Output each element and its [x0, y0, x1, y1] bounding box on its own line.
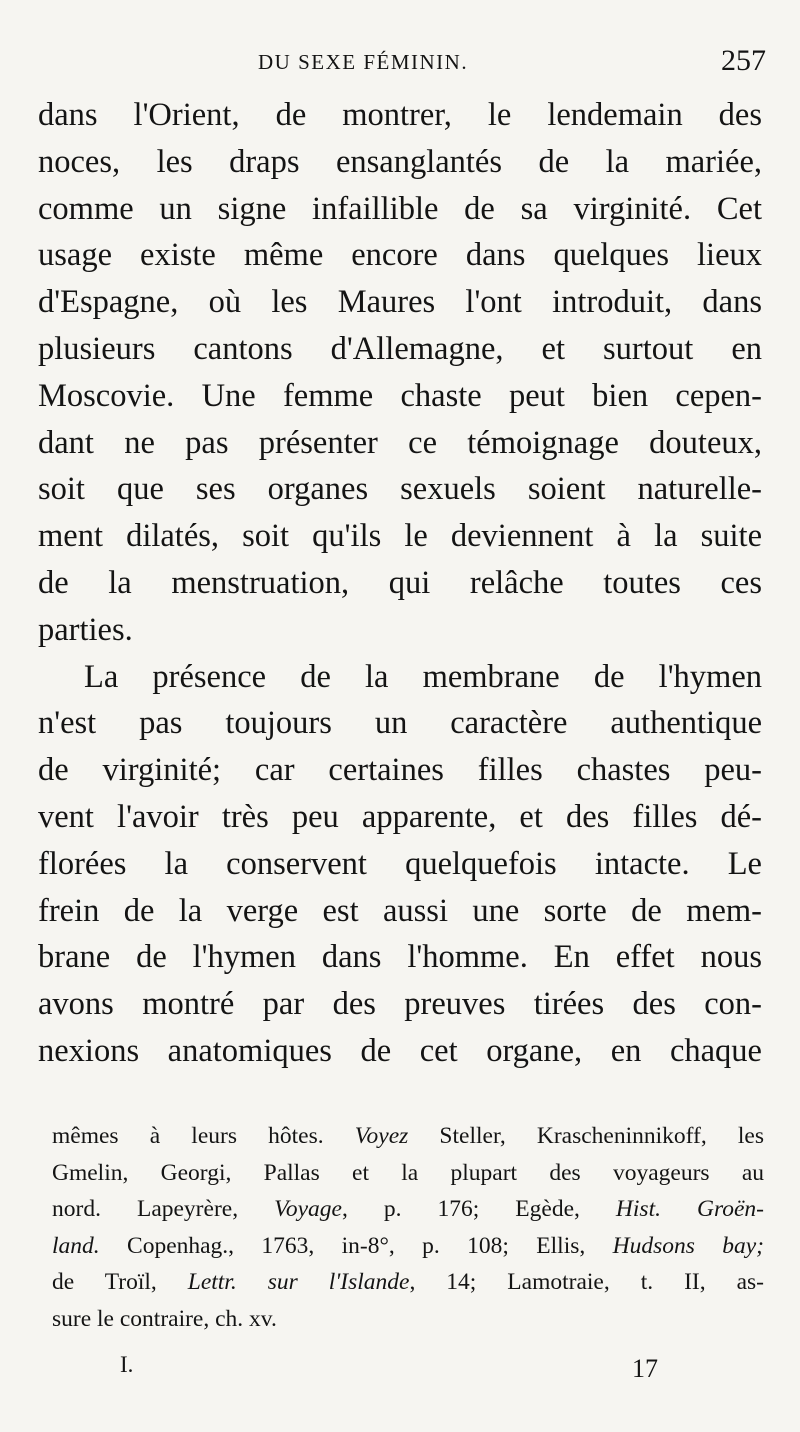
text-line: n'est pas toujours un caractère authentique	[38, 705, 762, 742]
text-line: de virginité; car certaines filles chastes peu-	[38, 752, 762, 789]
text-line: Moscovie. Une femme chaste peut bien cepen-	[38, 377, 762, 414]
footnote-line	[52, 1264, 764, 1301]
text-line: florées la conservent quelquefois intacte. Le	[38, 845, 762, 882]
footnote-text: , 14; Lamotraie, t. II, as-	[409, 1269, 765, 1296]
signature-number: 17	[632, 1354, 658, 1383]
footnote	[52, 1118, 764, 1338]
footnote-italic: Hudsons bay;	[612, 1232, 764, 1259]
footnote-text: de Troïl,	[52, 1269, 188, 1296]
running-title: DU SEXE FÉMININ.	[258, 50, 469, 74]
volume-mark: I.	[120, 1352, 134, 1377]
running-head	[0, 44, 800, 84]
text-line: brane de l'hymen dans l'homme. En effet nous	[38, 939, 762, 976]
paragraph-end-line: parties.	[38, 611, 133, 648]
footnote-text: mêmes à leurs hôtes.	[52, 1123, 355, 1149]
text-line: vent l'avoir très peu apparente, et des filles dé-	[38, 798, 762, 835]
text-line: d'Espagne, où les Maures l'ont introduit, dans	[38, 284, 762, 321]
page-number: 257	[721, 44, 766, 77]
footnote-italic: Voyage	[274, 1196, 342, 1223]
footnote-text: Steller, Krascheninnikoff, les	[408, 1123, 765, 1149]
footnote-italic: land.	[52, 1232, 100, 1259]
text-line: usage existe même encore dans quelques lieux	[38, 237, 762, 274]
footnote-line: Gmelin, Georgi, Pallas et la plupart des voyageurs au	[52, 1159, 764, 1186]
footnote-text: nord. Lapeyrère,	[52, 1196, 275, 1223]
text-line: soit que ses organes sexuels soient naturelle-	[38, 471, 762, 508]
paragraph-start-line: La présence de la membrane de l'hymen	[84, 658, 762, 695]
text-line: plusieurs cantons d'Allemagne, et surtout en	[38, 330, 762, 367]
text-line: avons montré par des preuves tirées des con-	[38, 986, 762, 1023]
text-line: dans l'Orient, de montrer, le lendemain des	[38, 97, 762, 133]
text-line: comme un signe infaillible de sa virginité. Cet	[38, 190, 762, 227]
text-line: nexions anatomiques de cet organe, en chaque	[38, 1032, 762, 1069]
text-line: frein de la verge est aussi une sorte de mem-	[38, 892, 762, 929]
footnote-italic: Hist. Groën-	[615, 1196, 764, 1223]
text-line: noces, les draps ensanglantés de la mariée,	[38, 143, 762, 180]
text-line: ment dilatés, soit qu'ils le deviennent à la suite	[38, 518, 762, 555]
footnote-line	[52, 1118, 764, 1155]
footnote-line: sure le contraire, ch. xv.	[52, 1305, 277, 1332]
footnote-line	[52, 1228, 764, 1265]
footnote-italic: Lettr. sur l'Islande	[187, 1269, 410, 1296]
footnote-italic: Voyez	[354, 1123, 409, 1149]
footnote-line	[52, 1191, 764, 1228]
text-line: de la menstruation, qui relâche toutes ces	[38, 564, 762, 601]
text-line: dant ne pas présenter ce témoignage douteux,	[38, 424, 762, 461]
footnote-text: , p. 176; Egède,	[341, 1196, 616, 1223]
body-text	[38, 92, 762, 1075]
footnote-text: Copenhag., 1763, in-8°, p. 108; Ellis,	[99, 1232, 613, 1259]
